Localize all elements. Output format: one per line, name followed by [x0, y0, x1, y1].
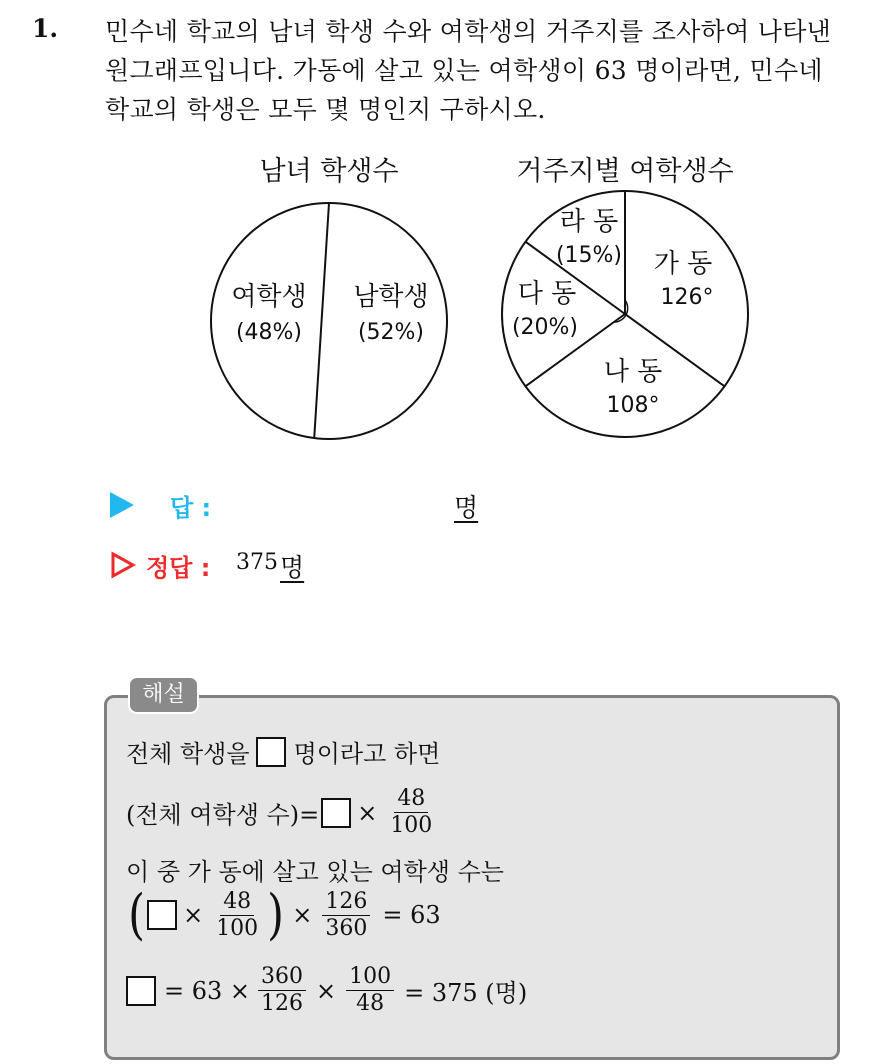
slice-label: 여학생	[231, 282, 307, 312]
blank-box	[256, 737, 286, 767]
triangle-outline-icon	[110, 551, 136, 579]
line3-text: 이 중 가 동에 살고 있는 여학생 수는	[126, 858, 504, 886]
correct-label: 정답 :	[146, 554, 211, 582]
denominator: 360	[325, 915, 368, 941]
times-sign: ×	[357, 798, 378, 827]
chart-title: 남녀 학생수	[259, 156, 399, 187]
question-line: 민수네 학교의 남녀 학생 수와 여학생의 거주지를 조사하여 나타낸	[105, 17, 832, 46]
line5-result: = 375 (명)	[404, 979, 528, 1007]
fraction	[346, 964, 394, 1017]
slice-value-label: (15%)	[555, 243, 623, 268]
line5-mid: = 63 ×	[164, 976, 251, 1005]
denominator: 100	[216, 915, 259, 941]
denominator: 126	[261, 991, 304, 1016]
slice-value-label: 108°	[606, 393, 660, 418]
times-sign: ×	[183, 901, 204, 929]
slice-label: 다 동	[517, 279, 577, 309]
correct-unit: 명	[280, 553, 305, 582]
slice-value-label: 126°	[660, 285, 714, 310]
numerator: 48	[394, 786, 428, 813]
slice-value-label: (48%)	[235, 320, 303, 345]
correct-answer-row	[108, 548, 508, 584]
explanation-line-1	[126, 734, 440, 769]
fraction	[213, 889, 261, 942]
triangle-right-icon	[110, 492, 134, 518]
right-paren: )	[267, 883, 285, 946]
slice-value-label: (20%)	[511, 315, 579, 340]
numerator: 360	[258, 964, 306, 991]
denominator: 48	[356, 991, 385, 1016]
fraction	[387, 786, 435, 839]
answer-label: 답 :	[170, 494, 212, 522]
line1-prefix: 전체 학생을	[126, 740, 250, 768]
slice-label: 남학생	[353, 282, 429, 312]
times-sign: ×	[316, 976, 337, 1005]
blank-box	[126, 976, 156, 1006]
slice-label: 라 동	[559, 207, 619, 237]
numerator: 126	[322, 889, 370, 916]
chart-title: 거주지별 여학생수	[516, 156, 734, 187]
left-paren: (	[128, 883, 145, 946]
explanation-tab: 해설	[128, 676, 199, 714]
numerator: 100	[346, 964, 394, 991]
fraction	[322, 889, 370, 942]
explanation-line-4	[126, 883, 441, 946]
fraction	[258, 964, 306, 1017]
explanation-line-3	[126, 852, 504, 887]
line2-prefix: (전체 여학생 수)=	[126, 801, 320, 829]
question-number: 1.	[32, 14, 59, 43]
blank-box	[321, 798, 351, 828]
denominator: 100	[390, 813, 433, 838]
slice-divider	[314, 203, 329, 438]
slice-label: 가 동	[653, 249, 713, 279]
answer-row	[108, 488, 508, 524]
correct-value: 375	[236, 550, 278, 575]
line1-suffix: 명이라고 하면	[293, 740, 441, 768]
question-line: 원그래프입니다. 가동에 살고 있는 여학생이 63 명이라면, 민수네	[105, 56, 823, 85]
explanation-line-2	[126, 786, 439, 839]
equals-63: = 63	[382, 901, 441, 929]
question-text	[105, 12, 865, 129]
explanation-line-5	[126, 964, 527, 1017]
slice-value-label: (52%)	[357, 320, 425, 345]
slice-label: 나 동	[603, 357, 663, 387]
question-line: 학교의 학생은 모두 몇 명인지 구하시오.	[105, 95, 546, 124]
pie-charts-svg	[190, 150, 770, 450]
numerator: 48	[220, 889, 254, 916]
blank-box	[147, 900, 177, 930]
times-sign: ×	[292, 901, 313, 929]
answer-unit: 명	[454, 493, 479, 522]
pie-charts	[190, 150, 770, 450]
